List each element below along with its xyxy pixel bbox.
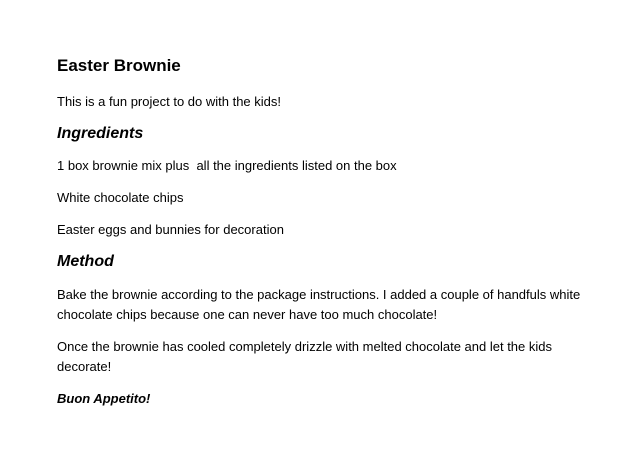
- method-step: Once the brownie has cooled completely drizzle with melted chocolate and let the kids decorate!: [57, 339, 552, 374]
- signoff-text: Buon Appetito!: [57, 391, 151, 406]
- ingredient-item: 1 box brownie mix plus all the ingredients listed on the box: [57, 158, 397, 173]
- method-heading: Method: [57, 253, 114, 270]
- method-step: Bake the brownie according to the package instructions. I added a couple of handfuls white chocolate chips because one can never have too much chocolate!: [57, 287, 581, 322]
- page-title: Easter Brownie: [57, 56, 181, 75]
- ingredient-item: White chocolate chips: [57, 190, 184, 205]
- intro-text: This is a fun project to do with the kids!: [57, 94, 281, 109]
- ingredients-heading: Ingredients: [57, 125, 144, 142]
- ingredient-item: Easter eggs and bunnies for decoration: [57, 222, 284, 237]
